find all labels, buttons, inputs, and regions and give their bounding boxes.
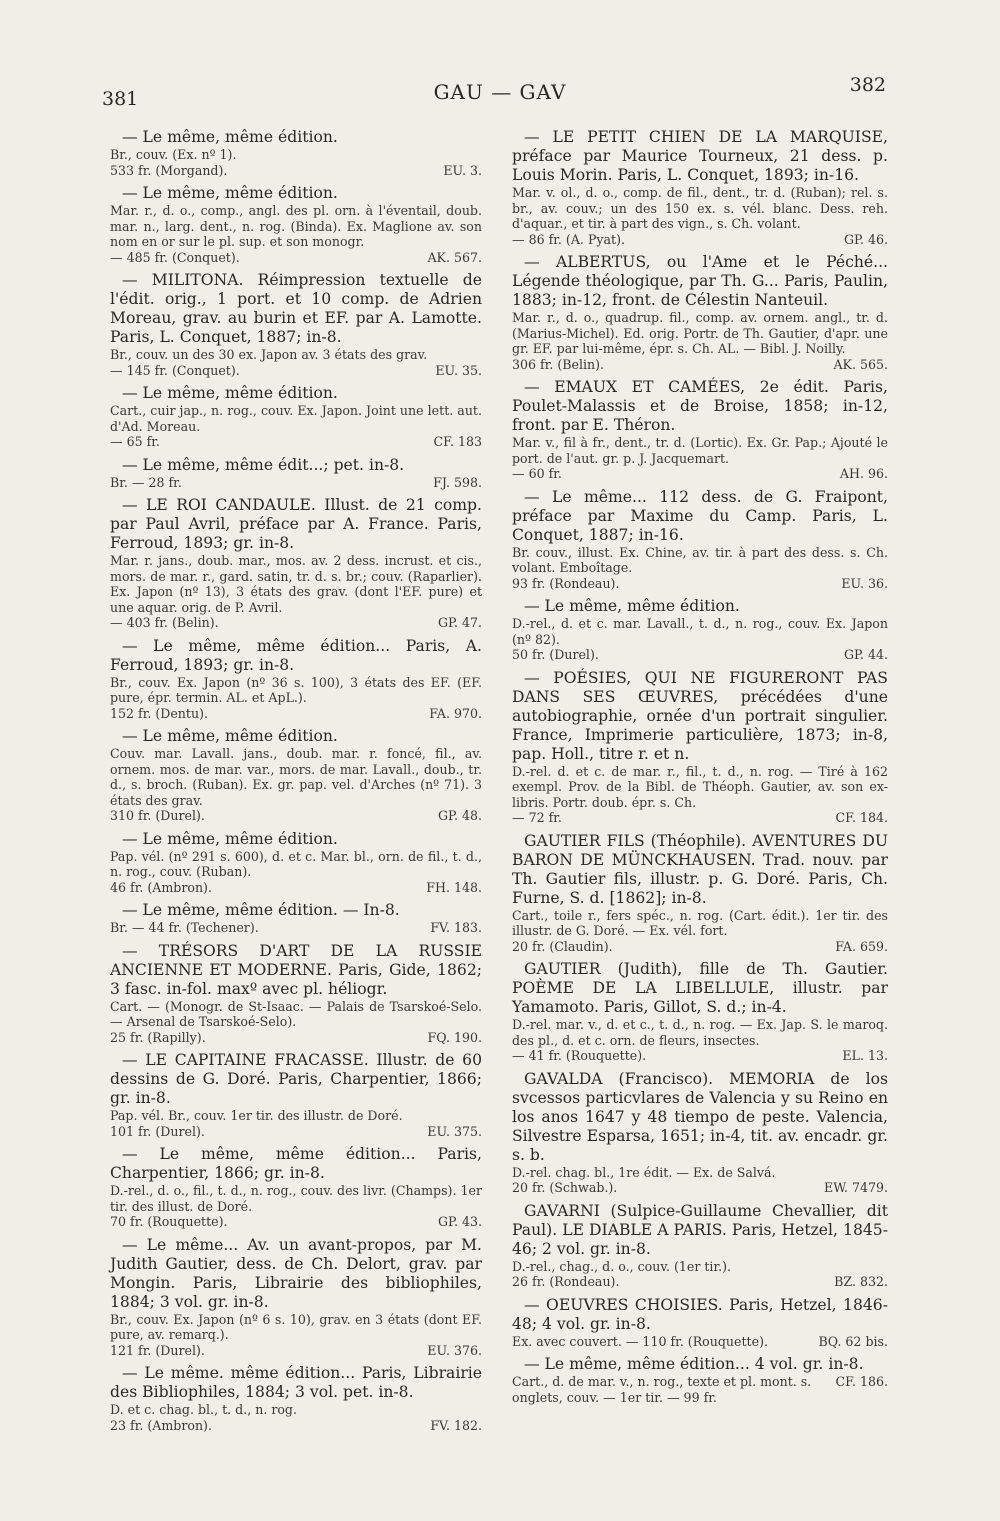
catalog-entry <box>110 637 482 722</box>
entry-price-line <box>110 1124 482 1140</box>
entry-title: — Le même, même édition. <box>524 597 740 615</box>
entry-details: Mar. r., d. o., quadrup. fil., comp. av. ornem. angl., tr. d. (Marius-Michel). Ed. orig. Portr. de Th. Gautier, d'apr. une gr. EF. par lui-même, épr. s. Ch. AL. — Bibl. J. Noilly. <box>512 310 888 356</box>
catalog-entry <box>110 128 482 178</box>
entry-details: D.-rel., chag., d. o., couv. (1er tir.). <box>512 1258 732 1274</box>
entry-price-line <box>110 880 482 896</box>
entry-price: 46 fr. (Ambron). <box>110 879 212 895</box>
entry-price: 70 fr. (Rouquette). <box>110 1214 228 1229</box>
entry-details: Br., couv. (Ex. nº 1). <box>110 147 237 162</box>
entry-code: GP. 46. <box>843 231 888 247</box>
entry-title: — MILITONA. Réimpression textuelle de l'édit. orig., 1 port. et 10 comp. de Adrien Moreau, grav. au burin et EF. par A. Lamotte. Paris, L. Conquet, 1887; in-8. <box>110 271 482 346</box>
entry-details: Br., couv. Ex. Japon (nº 36 s. 100), 3 états des EF. (EF. pure, épr. termin. AL. et ApL.). <box>110 674 482 705</box>
entry-details: Cart., toile r., fers spéc., n. rog. (Cart. édit.). 1er tir. des illustr. de G. Doré. — Ex. vél. fort. <box>512 907 888 938</box>
entry-price-line <box>110 363 482 379</box>
entry-title: — Le même, même édition... Paris, Charpentier, 1866; gr. in-8. <box>110 1145 482 1182</box>
entry-code: EW. 7479. <box>824 1180 888 1195</box>
entry-details: Mar. r. jans., doub. mar., mos. av. 2 dess. incrust. et cis., mors. de mar. r., gard. satin, tr. d. s. br.; couv. (Raparlier). Ex. Japon (nº 13), 3 états des grav. (dont l'EF. pure) et une aquar. orig. de P. Avril. <box>110 553 482 615</box>
entry-price: 20 fr. (Claudin). <box>512 938 613 954</box>
entry-price-line <box>110 434 482 450</box>
catalog-entry <box>110 184 482 265</box>
entry-title: — Le même... Av. un avant-propos, par M. Judith Gautier, dess. de Ch. Delort, grav. par Mongin. Paris, Librairie des bibliophiles, 1884; 3 vol. gr. in-8. <box>110 1235 482 1311</box>
entry-code: FA. 970. <box>429 705 482 721</box>
catalog-entry <box>110 1145 482 1230</box>
entry-price: 23 fr. (Ambron). <box>110 1417 212 1433</box>
entry-price: Ex. avec couvert. — 110 fr. (Rouquette). <box>512 1333 768 1349</box>
entry-title: — EMAUX ET CAMÉES, 2e édit. Paris, Poulet-Malassis et de Broise, 1858; in-12, front. par E. Théron. <box>512 378 888 434</box>
entry-title: GAUTIER (Judith), fille de Th. Gautier. POÈME DE LA LIBELLULE, illustr. par Yamamoto. Paris, Gillot, S. d.; in-4. <box>512 960 888 1016</box>
entry-price-line <box>512 1334 888 1350</box>
entry-price: — 41 fr. (Rouquette). <box>512 1048 647 1063</box>
entry-code: FQ. 190. <box>427 1029 482 1045</box>
entry-price-line <box>512 466 888 482</box>
entry-price: 50 fr. (Durel). <box>512 647 599 662</box>
entry-title: GAVARNI (Sulpice-Guillaume Chevallier, dit Paul). LE DIABLE A PARIS. Paris, Hetzel, 1845-46; 2 vol. gr. in-8. <box>512 1201 888 1258</box>
entry-title: — POÉSIES, QUI NE FIGURERONT PAS DANS SES ŒUVRES, précédées d'une autobiographie, ornée d'un portrait singulier. France, Imprimerie particulière, 1873; in-8, pap. Holl., titre r. et n. <box>512 668 888 763</box>
entry-details: Couv. mar. Lavall. jans., doub. mar. r. foncé, fil., av. ornem. mos. de mar. var., mors. de mar. Lavall., doub., tr. d., s. broch. (Ruban). Ex. gr. pap. vel. d'Arches (nº 71). 3 états des grav. <box>110 746 482 808</box>
entry-details: Mar. v. ol., d. o., comp. de fil., dent., tr. d. (Ruban); rel. s. br., av. couv.; un des 150 ex. s. vél. blanc. Dess. reh. d'aquar., et tir. à part des vign., s. Ch. volant. <box>512 185 888 231</box>
entry-details: D.-rel. mar. v., d. et c., t. d., n. rog. — Ex. Jap. S. le maroq. des pl., d. et c. orn. de fleurs, insectes. <box>512 1017 888 1048</box>
catalog-entry <box>110 1051 482 1139</box>
entry-price: 101 fr. (Durel). <box>110 1123 205 1139</box>
entry-code: GP. 43. <box>437 1214 482 1229</box>
entry-price: — 403 fr. (Belin). <box>110 615 219 630</box>
entry-price: — 86 fr. (A. Pyat). <box>512 231 626 247</box>
entry-price-line <box>512 1180 888 1196</box>
catalog-entry <box>512 1070 888 1196</box>
entry-code: BZ. 832. <box>834 1274 888 1289</box>
entry-title: — Le même, même édition... 4 vol. gr. in-8. <box>524 1355 864 1373</box>
entry-title: — Le même. même édition... Paris, Librairie des Bibliophiles, 1884; 3 vol. pet. in-8. <box>110 1364 482 1401</box>
entry-price-line <box>110 920 482 936</box>
entry-code: EU. 376. <box>427 1342 482 1358</box>
entry-price-line <box>110 808 482 824</box>
entry-code: EU. 375. <box>427 1123 482 1139</box>
entry-price-line <box>512 810 888 826</box>
entry-price-line <box>110 615 482 631</box>
entry-title: — Le même, même édition. — In-8. <box>122 901 400 919</box>
entry-price: 310 fr. (Durel). <box>110 808 205 823</box>
entry-code: AK. 567. <box>427 249 482 265</box>
entry-price-line <box>110 163 482 179</box>
catalog-entry <box>110 271 482 378</box>
entry-price: Cart., d. de mar. v., n. rog., texte et pl. mont. s. onglets, couv. — 1er tir. — 99 fr. <box>512 1374 812 1405</box>
catalog-entry <box>110 727 482 824</box>
entry-price-line <box>110 1030 482 1046</box>
catalog-entry <box>512 128 888 247</box>
entry-title: — Le même, même édition. <box>122 184 338 202</box>
entry-title: — Le même... 112 dess. de G. Fraipont, préface par Maxime du Camp. Paris, L. Conquet, 1887; in-16. <box>512 487 888 544</box>
entry-price-line <box>110 1418 482 1434</box>
catalog-entry <box>512 960 888 1064</box>
entry-price: 26 fr. (Rondeau). <box>512 1274 620 1289</box>
entry-price-line <box>512 1274 888 1290</box>
entry-code: FA. 659. <box>835 938 888 954</box>
entry-code: EL. 13. <box>842 1048 888 1063</box>
entry-code: GP. 47. <box>437 615 482 630</box>
entry-details: Br., couv. un des 30 ex. Japon av. 3 états des grav. <box>110 347 428 362</box>
entry-price-line <box>512 1374 888 1405</box>
catalog-entry <box>110 384 482 450</box>
catalog-entry <box>110 901 482 936</box>
entry-price: Br. — 28 fr. <box>110 474 182 490</box>
entry-title: GAUTIER FILS (Théophile). AVENTURES DU BARON DE MÜNCKHAUSEN. Trad. nouv. par Th. Gautier fils, illustr. p. G. Doré. Paris, Ch. Furne, S. d. [1862]; in-8. <box>512 831 888 907</box>
entry-title: — Le même, même édit...; pet. in-8. <box>122 455 405 474</box>
entry-price: 20 fr. (Schwab.). <box>512 1180 618 1195</box>
entry-code: EU. 35. <box>435 362 482 378</box>
entry-details: Cart. — (Monogr. de St-Isaac. — Palais de Tsarskoé-Selo. — Arsenal de Tsarskoé-Selo). <box>110 998 482 1029</box>
entry-price-line <box>512 357 888 373</box>
catalog-entry <box>110 1236 482 1359</box>
entry-price-line <box>512 647 888 663</box>
entry-details: D.-rel. chag. bl., 1re édit. — Ex. de Salvá. <box>512 1164 776 1180</box>
entry-price-line <box>512 939 888 955</box>
catalog-entry <box>110 830 482 896</box>
entry-code: FV. 182. <box>430 1417 482 1433</box>
entry-title: — Le même, même édition. <box>122 727 338 745</box>
entry-price-line <box>110 475 482 491</box>
page-header <box>0 70 1000 110</box>
entry-title: — TRÉSORS D'ART DE LA RUSSIE ANCIENNE ET MODERNE. Paris, Gide, 1862; 3 fasc. in-fol. maxº avec pl. héliogr. <box>110 941 482 998</box>
catalog-entry <box>512 1355 888 1405</box>
entry-price: — 145 fr. (Conquet). <box>110 362 240 378</box>
entry-details: Cart., cuir jap., n. rog., couv. Ex. Japon. Joint une lett. aut. d'Ad. Moreau. <box>110 403 482 434</box>
entry-price-line <box>110 706 482 722</box>
entry-code: AH. 96. <box>839 466 888 481</box>
entry-price: — 60 fr. <box>512 466 562 481</box>
catalog-entry <box>512 832 888 955</box>
entry-details: Br. couv., illust. Ex. Chine, av. tir. à part des dess. s. Ch. volant. Emboîtage. <box>512 544 888 575</box>
entry-title: — Le même, même édition... Paris, A. Ferroud, 1893; gr. in-8. <box>110 636 482 674</box>
entry-code: FV. 183. <box>430 920 482 935</box>
entry-price-line <box>110 1214 482 1230</box>
entry-details: Br., couv. Ex. Japon (nº 6 s. 10), grav. en 3 états (dont EF. pure, av. remarq.). <box>110 1311 482 1342</box>
entry-price: — 65 fr. <box>110 434 160 449</box>
entry-price-line <box>110 250 482 266</box>
entry-price: 533 fr. (Morgand). <box>110 162 228 178</box>
entry-price: 25 fr. (Rapilly). <box>110 1029 206 1045</box>
entry-code: FJ. 598. <box>433 474 482 490</box>
entry-price-line <box>512 232 888 248</box>
entry-details: D.-rel. d. et c. de mar. r., fil., t. d., n. rog. — Tiré à 162 exempl. Prov. de la Bibl. de Théoph. Gautier, av. son ex-libris. Portr. doub. épr. s. Ch. <box>512 763 888 810</box>
catalog-entry <box>512 669 888 826</box>
catalog-entry <box>512 253 888 372</box>
entry-code: EU. 36. <box>841 575 888 591</box>
entry-details: Mar. v., fil à fr., dent., tr. d. (Lortic). Ex. Gr. Pap.; Ajouté le port. de l'aut. gr. p. J. Jacquemart. <box>512 435 888 466</box>
entry-details: D.-rel., d. o., fil., t. d., n. rog., couv. des livr. (Champs). 1er tir. des illust. de Doré. <box>110 1183 482 1214</box>
entry-price: 121 fr. (Durel). <box>110 1342 205 1358</box>
entry-title: — Le même, même édition. <box>122 128 338 146</box>
page-number-left: 381 <box>102 88 139 110</box>
entry-details: D.-rel., d. et c. mar. Lavall., t. d., n. rog., couv. Ex. Japon (nº 82). <box>512 616 888 647</box>
entry-code: GP. 48. <box>437 808 482 823</box>
entry-price-line <box>110 1343 482 1359</box>
entry-title: — Le même, même édition. <box>122 384 338 402</box>
catalog-entry <box>512 378 888 482</box>
entry-code: GP. 44. <box>843 647 888 662</box>
right-column <box>512 128 888 1411</box>
entry-details: D. et c. chag. bl., t. d., n. rog. <box>110 1402 297 1417</box>
entry-code: AK. 565. <box>833 356 888 372</box>
page-number-right: 382 <box>849 74 886 96</box>
catalog-entry <box>110 456 482 491</box>
catalog-entry <box>110 942 482 1046</box>
left-column <box>110 128 482 1439</box>
entry-title: — ALBERTUS, ou l'Ame et le Péché... Légende théologique, par Th. G... Paris, Paulin, 1883; in-12, front. de Célestin Nanteuil. <box>512 253 888 309</box>
entry-title: — Le même, même édition. <box>122 829 338 848</box>
entry-code: CF. 183 <box>433 434 482 449</box>
entry-price: Br. — 44 fr. (Techener). <box>110 920 259 935</box>
entry-code: EU. 3. <box>443 162 482 178</box>
catalog-entry <box>110 1364 482 1433</box>
catalog-entry <box>110 496 482 631</box>
entry-price-line <box>512 1048 888 1064</box>
entry-details: Pap. vél. Br., couv. 1er tir. des illustr. de Doré. <box>110 1108 403 1123</box>
entry-title: — OEUVRES CHOISIES. Paris, Hetzel, 1846-48; 4 vol. gr. in-8. <box>512 1295 888 1333</box>
entry-title: — LE PETIT CHIEN DE LA MARQUISE, préface par Maurice Tourneux, 21 dess. p. Louis Morin. Paris, L. Conquet, 1893; in-16. <box>512 128 888 184</box>
entry-price: 152 fr. (Dentu). <box>110 705 209 721</box>
entry-title: GAVALDA (Francisco). MEMORIA de los svcessos particvlares de Valencia y su Reino en los anos 1647 y 48 tiempo de peste. Valencia, Silvestre Esparsa, 1651; in-4, tit. av. encadr. gr. s. b. <box>512 1069 888 1164</box>
entry-price: — 72 fr. <box>512 810 562 825</box>
entry-code: CF. 186. <box>835 1374 888 1389</box>
entry-title: — LE ROI CANDAULE. Illust. de 21 comp. par Paul Avril, préface par A. France. Paris, Ferroud, 1893; gr. in-8. <box>110 496 482 552</box>
entry-price: 306 fr. (Belin). <box>512 356 605 372</box>
catalog-entry <box>512 1202 888 1290</box>
entry-details: Pap. vél. (nº 291 s. 600), d. et c. Mar. bl., orn. de fil., t. d., n. rog., couv. (Ruban). <box>110 848 482 879</box>
entry-price: 93 fr. (Rondeau). <box>512 575 620 591</box>
entry-code: FH. 148. <box>426 879 482 895</box>
catalog-entry <box>512 597 888 663</box>
running-title: GAU — GAV <box>433 80 567 104</box>
entry-details: Mar. r., d. o., comp., angl. des pl. orn. à l'éventail, doub. mar. n., larg. dent., n. rog. (Binda). Ex. Maglione av. son nom en or sur le pl. sup. et son monogr. <box>110 203 482 249</box>
entry-price: — 485 fr. (Conquet). <box>110 249 240 265</box>
catalog-entry <box>512 1296 888 1350</box>
catalog-entry <box>512 488 888 592</box>
entry-code: CF. 184. <box>835 810 888 825</box>
entry-title: — LE CAPITAINE FRACASSE. Illustr. de 60 dessins de G. Doré. Paris, Charpentier, 1866; gr. in-8. <box>110 1051 482 1107</box>
entry-price-line <box>512 576 888 592</box>
entry-code: BQ. 62 bis. <box>818 1333 888 1349</box>
